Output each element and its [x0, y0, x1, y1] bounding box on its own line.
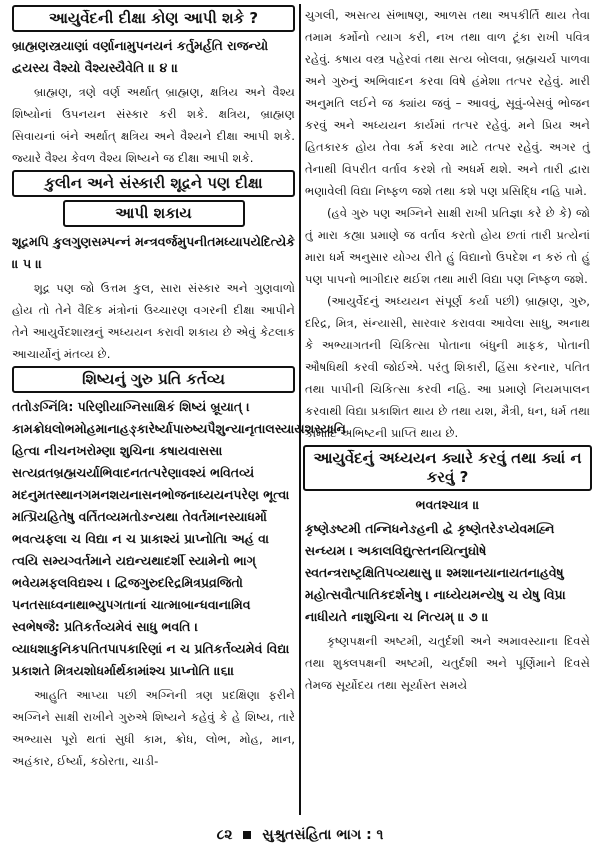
right-column [305, 4, 590, 815]
verse-intro: ભવતશ્ચાત્ર ॥ [415, 497, 480, 512]
page-number: ૮૨ [216, 827, 233, 843]
paragraph: ચુગલી, અસત્ય સંભાષણ, આળસ તથા અપકીર્તિ થાય તેવા તમામ કર્મોનો ત્યાગ કરી, નખ તથા વાળ ટૂંકા રાખી પવિત્ર રહેવું. કષાય વસ્ત્ર પહેરવાં તથા સત્ય બોલવા, બ્રહ્મચર્ય પાળવા અને ગુરુનું અભિવાદન કરવા વિષે હંમેશા તત્પર રહેવું. મારી અનુમતિ લઈને જ ક્યાંય જવું – આવવું, સૂવું-બેસવું ભોજન કરવું અને અધ્યયન કાર્યમાં તત્પર રહેવું. મને પ્રિય અને હિતકારક હોય તેવા કર્મ કરવા માટે તત્પર રહેવું. અગર તું તેનાથી વિપરીત વર્તાવ કરશે તો અધર્મ થશે. અને તારી દ્વારા ભણાવેલી વિદ્યા નિષ્ફળ જશે તથા કશે પણ પ્રસિદ્ધિ નહિ પામે. [305, 8, 590, 198]
heading-line: આયુર્વેદનું અધ્યયન ક્યારે કરવું તથા ક્યાં ન [313, 449, 582, 467]
heading-line: કરવું ? [426, 468, 469, 486]
column-divider [299, 4, 301, 815]
paragraph: આહુતિ આપ્યા પછી અગ્નિની ત્રણ પ્રદક્ષિણા ફરીને અગ્નિને સાક્ષી રાખીને ગુરુએ શિષ્યને કહેવું કે હે શિષ્ય, તારે અભ્યાસ પૂરો થતાં સુધી કામ, ક્રોધ, લોભ, મોહ, માન, અહંકાર, ઈર્ષ્યા, કઠોરતા, ચાડી- [12, 688, 295, 768]
paragraph: (હવે ગુરુ પણ અગ્નિને સાક્ષી રાખી પ્રતિજ્ઞા કરે છે કે) જો તું મારા કહ્યા પ્રમાણે જ વર્તાવ કરતો હોય છતાં તારી પ્રત્યેનાં મારા ધર્મ અનુસાર યોગ્ય રીતે હું વિદ્યાનો ઉપદેશ ન કરું તો હું પણ પાપનો ભાગીદાર થઈશ તથા મારી વિદ્યા પણ નિષ્ફળ જશે. [305, 206, 590, 286]
page-footer [0, 827, 600, 843]
sanskrit-verse: તતોઙગ્નિંત્રિ: પરિણીયાગ્નિસાક્ષિકં શિષ્યં બ્રૂયાત્ । કામક્રોધલોભમોહમાનાહઙ્કારેર્ષ્યાપારુષ્યપૈશુન્યાનૃતાલસ્યાયશસ્યાનિ હિત્વા નીચનખરોમ્ણા શુચિના કષાયવાસસા સત્યવ્રતબ્રહ્મચર્યાભિવાદનતત્પરેણાવશ્યં ભવિતવ્યં મદનુમતસ્થાનગમનશયનાસનભોજનાધ્યયનપરેણ ભૂત્વા મત્પ્રિયહિતેષુ વર્તિતવ્યમતોઙન્યથા તેવર્તમાનસ્યાધર્મો ભવત્યફલા ચ વિદ્યા ન ચ પ્રાકાશ્યં પ્રાપ્નોતિ। અહં વા ત્વયિ સમ્યગ્વર્તમાને યદ્યન્યથાદર્શી સ્યામેનો ભાગ્ ભવેયમફલવિદ્યશ્ચ । દ્વિજગુરુદરિદ્રમિત્રપ્રવ્રજિતો પનતસાધ્વનાથાભ્યુપગતાનાં ચાત્માબાન્ધવાનામિવ સ્વભેષજૈ: પ્રતિકર્તવ્યમેવં સાધુ ભવતિ । વ્યાધશાકુનિકપતિતપાપકારિણાં ન ચ પ્રતિકર્તવ્યમેવં વિદ્યા પ્રકાશતે મિત્રયશોધર્માર્થકામાંશ્ચ પ્રાપ્નોતિ ॥૬॥ [12, 399, 346, 678]
heading-line: કુલીન અને સંસ્કારી શૂદ્રને પણ દીક્ષા [44, 174, 263, 192]
sanskrit-verse: કૃષ્ણેઙષ્ટમી તન્નિધનેઙહની દ્વે કૃષ્ણેતરેઙપ્યેવમહ્નિ સન્ધ્યમ । અકાલવિદ્યુત્સ્તનયિત્નુઘોષે સ્વતન્ત્રરાષ્ટ્રક્ષિતિપવ્યથાસુ ॥ શ્મશાનયાનાયતનાહવેષુ મહોત્સવૌત્પાતિકદર્શનેષુ । નાધ્યેયમન્યેષુ ચ યેષુ વિપ્રા નાધીયતે નાશુચિના ચ નિત્યમ્ ॥ ૭ ॥ [305, 521, 566, 624]
section-heading-continuation: આપી શકાય [63, 200, 245, 227]
square-bullet-icon [243, 831, 251, 839]
sanskrit-verse: શૂદ્રમપિ કુલગુણસમ્પન્નં મન્ત્રવર્જમુપનીતમધ્યાપયેદિત્યેકે ॥ ૫ ॥ [12, 234, 296, 271]
section-heading [303, 445, 592, 491]
section-heading: શિષ્યનું ગુરુ પ્રતિ કર્તવ્ય [12, 366, 295, 393]
section-heading [12, 170, 295, 197]
paragraph: બ્રાહ્મણ, ત્રણે વર્ણ અર્થાત્ બ્રાહ્મણ, ક્ષત્રિય અને વૈશ્ય શિષ્યોનાં ઉપનયન સંસ્કાર કરી શકે. ક્ષત્રિય, બ્રાહ્મણ સિવાયનાં બંને અર્થાત્ ક્ષત્રિય અને વૈશ્યને દીક્ષા આપી શકે. જ્યારે વૈશ્ય કેવળ વૈશ્ય શિષ્યને જ દીક્ષા આપી શકે. [12, 85, 295, 165]
book-title: સુશ્રુતસંહિતા ભાગ : ૧ [262, 827, 384, 843]
section-heading: આયુર્વેદની દીક્ષા કોણ આપી શકે ? [12, 5, 295, 32]
left-column [12, 4, 346, 815]
paragraph: શૂદ્ર પણ જો ઉત્તમ કુલ, સારા સંસ્કાર અને ગુણવાળો હોય તો તેને વૈદિક મંત્રોનાં ઉચ્ચારણ વગરની દીક્ષા આપીને તેને આયુર્વેદશાસ્ત્રનું અધ્યયન કરાવી શકાય છે એવું કેટલાક આચાર્યોનું મંતવ્ય છે. [12, 281, 295, 361]
sanskrit-verse: બ્રાહ્મણસ્ત્રયાણાં વર્ણાનામુપનયનં કર્તુમર્હતિ રાજન્યો દ્વયસ્ય વૈશ્યો વૈશ્યસ્યૈવેતિ ॥ ૪ ॥ [12, 38, 269, 75]
paragraph: કૃષ્ણપક્ષની અષ્ટમી, ચતુર્દશી અને અમાવસ્યાના દિવસે તથા શુક્લપક્ષની અષ્ટમી, ચતુર્દશી અને પૂર્ણિમાને દિવસે તેમજ સૂર્યોદય તથા સૂર્યાસ્ત સમયે [305, 634, 590, 692]
paragraph: (આયુર્વેદનું અધ્યયન સંપૂર્ણ કર્યા પછી) બ્રાહ્મણ, ગુરુ, દરિદ્ર, મિત્ર, સંન્યાસી, સારવાર કરાવવા આવેલા સાધુ, અનાથ કે અભ્યાગતની ચિકિત્સા પોતાના બંધુની માફક, પોતાની ઔષધિથી કરવી જોઈએ. પરંતુ શિકારી, હિંસા કરનાર, પતિત તથા પાપીની ચિકિત્સા કરવી નહિ. આ પ્રમાણે નિયમપાલન કરવાથી વિદ્યા પ્રકાશિત થાય છે તથા યશ, મૈત્રી, ધન, ધર્મ તથા કામાદિ અભિષ્ટની પ્રાપ્તિ થાય છે. [305, 294, 590, 440]
